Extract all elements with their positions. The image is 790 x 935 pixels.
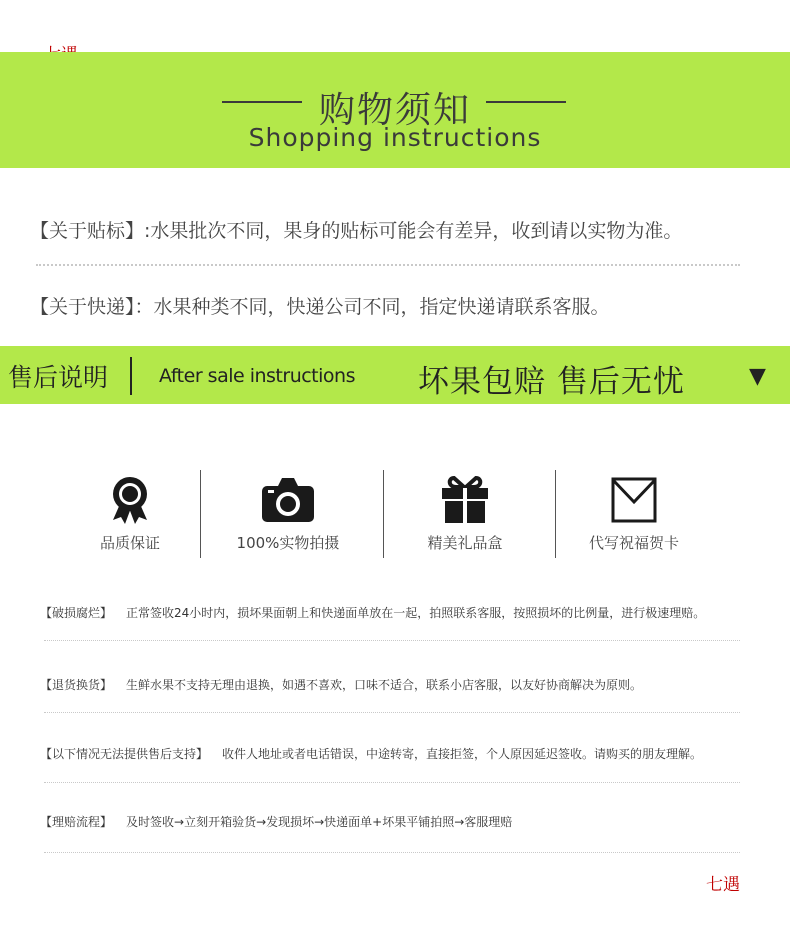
after-sale-title-en: After sale instructions <box>159 365 355 387</box>
feature-divider <box>555 470 556 558</box>
divider <box>44 852 740 853</box>
notice-courier <box>30 292 610 319</box>
notice-label-sticker <box>30 216 682 243</box>
feature-divider <box>200 470 201 558</box>
camera-icon <box>260 474 316 524</box>
policy-text: 生鲜水果不支持无理由退换，如遇不喜欢，口味不适合，联系小店客服，以友好协商解决为原则。 <box>126 678 643 692</box>
feature-divider <box>383 470 384 558</box>
notice-text: ：水果种类不同，快递公司不同，指定快递请联系客服。 <box>134 296 610 318</box>
policy-text: 收件人地址或者电话错误，中途转寄，直接拒签，个人原因延迟签收。请购买的朋友理解。 <box>222 747 703 761</box>
feature-photo <box>228 474 348 564</box>
feature-card <box>574 474 694 564</box>
feature-quality <box>70 474 190 564</box>
after-sale-title-cn: 售后说明 <box>8 363 109 392</box>
title-rule-right <box>486 101 566 103</box>
policy-key: 【退货换货】 <box>40 678 113 692</box>
divider <box>44 712 740 713</box>
divider <box>44 640 740 641</box>
after-sale-slogan: 坏果包赔 售后无忧 <box>418 364 685 400</box>
shopping-title-en: Shopping instructions <box>248 123 542 152</box>
title-rule-left <box>222 101 302 103</box>
notice-text: :水果批次不同，果身的贴标可能会有差异，收到请以实物为准。 <box>144 220 683 242</box>
policy-text: 及时签收→立刻开箱验货→发现损坏→快递面单+坏果平铺拍照→客服理赔 <box>126 815 513 829</box>
award-ribbon-icon <box>105 474 155 524</box>
feature-label: 精美礼品盒 <box>427 534 503 552</box>
divider <box>36 264 740 266</box>
watermark-bottom: 七遇 <box>706 875 740 895</box>
feature-gift-box <box>405 474 525 564</box>
policy-exclusions <box>40 745 702 762</box>
feature-label: 代写祝福贺卡 <box>588 534 679 552</box>
divider <box>44 782 740 783</box>
policy-return <box>40 676 642 693</box>
policy-text: 正常签收24小时内，损坏果面朝上和快递面单放在一起，拍照联系客服，按照损坏的比例量，进行极速理赔。 <box>126 606 706 620</box>
notice-key: 【关于快递】 <box>30 296 135 318</box>
feature-label: 100%实物拍摄 <box>236 534 340 552</box>
policy-key: 【以下情况无法提供售后支持】 <box>40 747 209 761</box>
notice-key: 【关于贴标】 <box>30 220 145 242</box>
policy-damage <box>40 604 705 621</box>
policy-key: 【理赔流程】 <box>40 815 113 829</box>
gift-box-icon <box>440 474 490 524</box>
feature-label: 品质保证 <box>99 534 160 552</box>
title-separator <box>130 357 132 395</box>
envelope-icon <box>609 474 659 524</box>
policy-claims <box>40 813 512 830</box>
shopping-title-cn: 购物须知 <box>318 90 471 131</box>
down-triangle-icon: ▼ <box>749 364 766 389</box>
policy-key: 【破损腐烂】 <box>40 606 113 620</box>
